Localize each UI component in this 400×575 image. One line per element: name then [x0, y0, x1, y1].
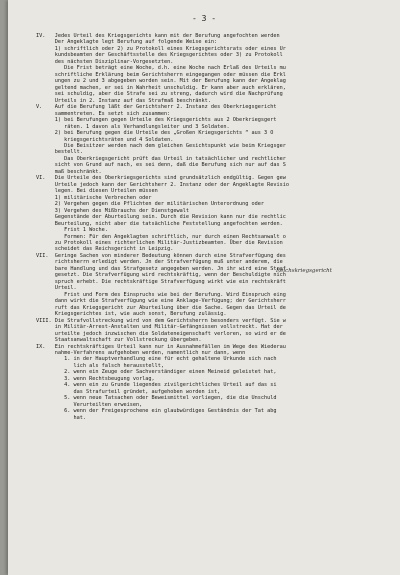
text-line: Gegenstände der Aburteilung sein. Durch die Revision kann nur die rechtlic: [36, 214, 286, 221]
text-line: legen. Bei diesen Urteilen müssen: [36, 188, 158, 195]
text-line: spruch erhebt. Die rechtskräftige Strafverfügung wirkt wie ein rechtskräft: [36, 278, 286, 285]
text-line: Beurteilung, nicht aber die tatsächliche Feststellung angefochten werden.: [36, 220, 283, 227]
text-line: Kriegsgerichtes ist, wie auch sonst, Berufung zulässig.: [36, 311, 227, 318]
text-line: des nächsten Disziplinar-Vorgesetzten.: [36, 58, 174, 65]
text-line: dann wirkt die Strafverfügung wie eine Anklage-Verfügung; der Gerichtsherr: [36, 298, 286, 305]
text-line: urteilte jedoch inzwischen die Soldateneigenschaft verloren, so wird er de: [36, 330, 286, 337]
text-line: 1) militärische Verbrechen oder: [36, 194, 152, 201]
text-line: Urteils in 2. Instanz auf das Strafmaß beschränkt.: [36, 97, 211, 104]
text-line: bare Handlung und das Strafgesetz angegeben werden. Jn ihr wird eine Straf: [36, 265, 286, 272]
text-line: ruft das Kriegsgericht zur Aburteilung über die Sache. Gegen das Urteil de: [36, 304, 286, 311]
text-line: Die Beisitzer werden nach dem gleichen Gesichtspunkt wie beim Kriegsger: [36, 142, 286, 149]
text-line: geltend machen, er sei in Wahrheit unschuldig. Er kann aber auch erklären,: [36, 84, 286, 91]
text-line: VIII. Die Strafvollstreckung wird von dem Gerichtsherrn besonders verfügt. Sie w: [36, 317, 286, 324]
text-line: Urteile jedoch kann der Gerichtsherr 2. Instanz oder der Angeklagte Revisio: [36, 181, 289, 188]
text-line: kundsbeamten der Geschäftsstelle des Kriegsgerichtes oder 3) zu Protokoll: [36, 52, 283, 59]
text-line: sammentreten. Es setzt sich zusammen:: [36, 110, 171, 117]
text-line: 3. wenn Rechtsbeugung vorlag,: [36, 375, 155, 382]
text-line: 3) Vergehen des Mißbrauchs der Dienstgewalt: [36, 207, 190, 214]
text-line: bestellt.: [36, 149, 83, 156]
text-line: V. Auf die Berufung läßt der Gerichtsherr 2. Instanz des Oberkriegsgericht: [36, 104, 277, 111]
text-line: IV. Jedes Urteil des Kriegsgerichts kann mit der Berufung angefochten werden: [36, 33, 280, 39]
text-line: Urteil.: [36, 285, 77, 292]
text-line: IX. Ein rechtskräftiges Urteil kann nur in Ausnahmefällen im Wege des Wiederau: [36, 343, 286, 350]
document-body: [36, 33, 398, 421]
handwritten-annotation: Reichskriegsgericht: [276, 268, 332, 274]
text-line: VII. Geringe Sachen von minderer Bedeutung können durch eine Strafverfügung des: [36, 252, 286, 259]
text-line: 1) bei Berufungen gegen Urteile des Kriegsgerichts aus 2 Oberkriegsgert: [36, 117, 277, 124]
text-line: 2. wenn ein Zeuge oder Sachverständiger einen Meineid geleistet hat,: [36, 369, 277, 376]
text-line: räten. 1 davon als Verhandlungsleiter und 3 Soldaten.: [36, 123, 230, 130]
text-line: Frist 1 Woche.: [36, 227, 108, 234]
text-line: 1) schriftlich oder 2) zu Protokoll eines Kriegsgerichtsrats oder eines Ur: [36, 45, 286, 52]
text-line: richtsherrn erledigt werden. Jn der Strafverfügung muß unter anderem, die: [36, 259, 283, 266]
text-line: hat.: [36, 414, 86, 421]
text-line: gesetzt. Die Strafverfügung wird rechtskräftig, wenn der Beschuldigte nich: [36, 272, 286, 279]
text-line: 4. wenn ein zu Grunde liegendes zivilgerichtliches Urteil auf das si: [36, 382, 277, 389]
text-line: Das Oberkriegsgericht prüft das Urteil in tatsächlicher und rechtlicher: [36, 155, 286, 162]
text-line: 5. wenn neue Tatsachen oder Beweismittel vorliegen, die die Unschuld: [36, 395, 277, 402]
text-line: scheidet das Reichsgericht in Leipzig.: [36, 246, 174, 253]
text-line: zu Protokoll eines richterlichen Militär-Justizbeamten. Über die Revision: [36, 240, 283, 246]
text-line: maß beschränkt.: [36, 168, 102, 175]
text-line: Die Frist beträgt eine Woche, d.h. eine Woche nach Erlaß des Urteils mu: [36, 65, 286, 72]
text-line: Frist und Form des Einspruchs wie bei der Berufung. Wird Einspruch eing: [36, 291, 286, 298]
text-line: 2) Vergehen gegen die Pflichten der militärischen Unterordnung oder: [36, 201, 264, 208]
text-line: das Strafurteil gründet, aufgehoben worden ist,: [36, 388, 221, 395]
text-line: Staatsanwaltschaft zur Vollstreckung übergeben.: [36, 337, 202, 344]
text-line: in Militär-Arrest-Anstalten und Militär-Gefängnissen vollstreckt. Hat der: [36, 324, 283, 331]
text-line: sicht von Grund auf nach, es sei denn, daß die Berufung sich nur auf das S: [36, 162, 286, 169]
text-line: 1. in der Hauptverhandlung eine für echt gehaltene Urkunde sich nach: [36, 356, 277, 363]
text-line: VI. Die Urteile des Oberkriegsgerichts sind grundsätzlich endgültig. Gegen gew: [36, 175, 286, 182]
document-page: [8, 0, 400, 575]
text-line: schriftliche Erklärung beim Gerichtsherrn eingegangen oder müssen die Erkl: [36, 71, 286, 78]
text-line: Verurteilten erweisen,: [36, 401, 143, 408]
text-line: lich als falsch herausstellt,: [36, 362, 165, 369]
text-line: ungen zu 2 und 3 abgegeben worden sein. Mit der Berufung kann der Angeklag: [36, 78, 286, 85]
text-line: 2) bei Berufung gegen die Urteile des „Großen Kriegsgerichts “ aus 3 O: [36, 130, 274, 137]
text-line: 6. wenn der Freigesprochene ein glaubwürdiges Geständnis der Tat abg: [36, 408, 277, 415]
text-line: sei schuldig, aber die Strafe sei zu streng, dadurch wird die Nachprüfung: [36, 91, 283, 98]
text-line: Formen: Für den Angeklagten schriftlich, nur durch einen Rechtsanwalt o: [36, 233, 286, 240]
text-line: kriegsgerichtsräten und 4 Soldaten.: [36, 136, 174, 143]
page-number: - 3 -: [191, 14, 217, 23]
text-line: Der Angeklagte legt Berufung auf folgende Weise ein:: [36, 39, 218, 46]
text-line: nahme-Verfahrens aufgehoben werden, namentlich nur dann, wenn: [36, 349, 246, 356]
